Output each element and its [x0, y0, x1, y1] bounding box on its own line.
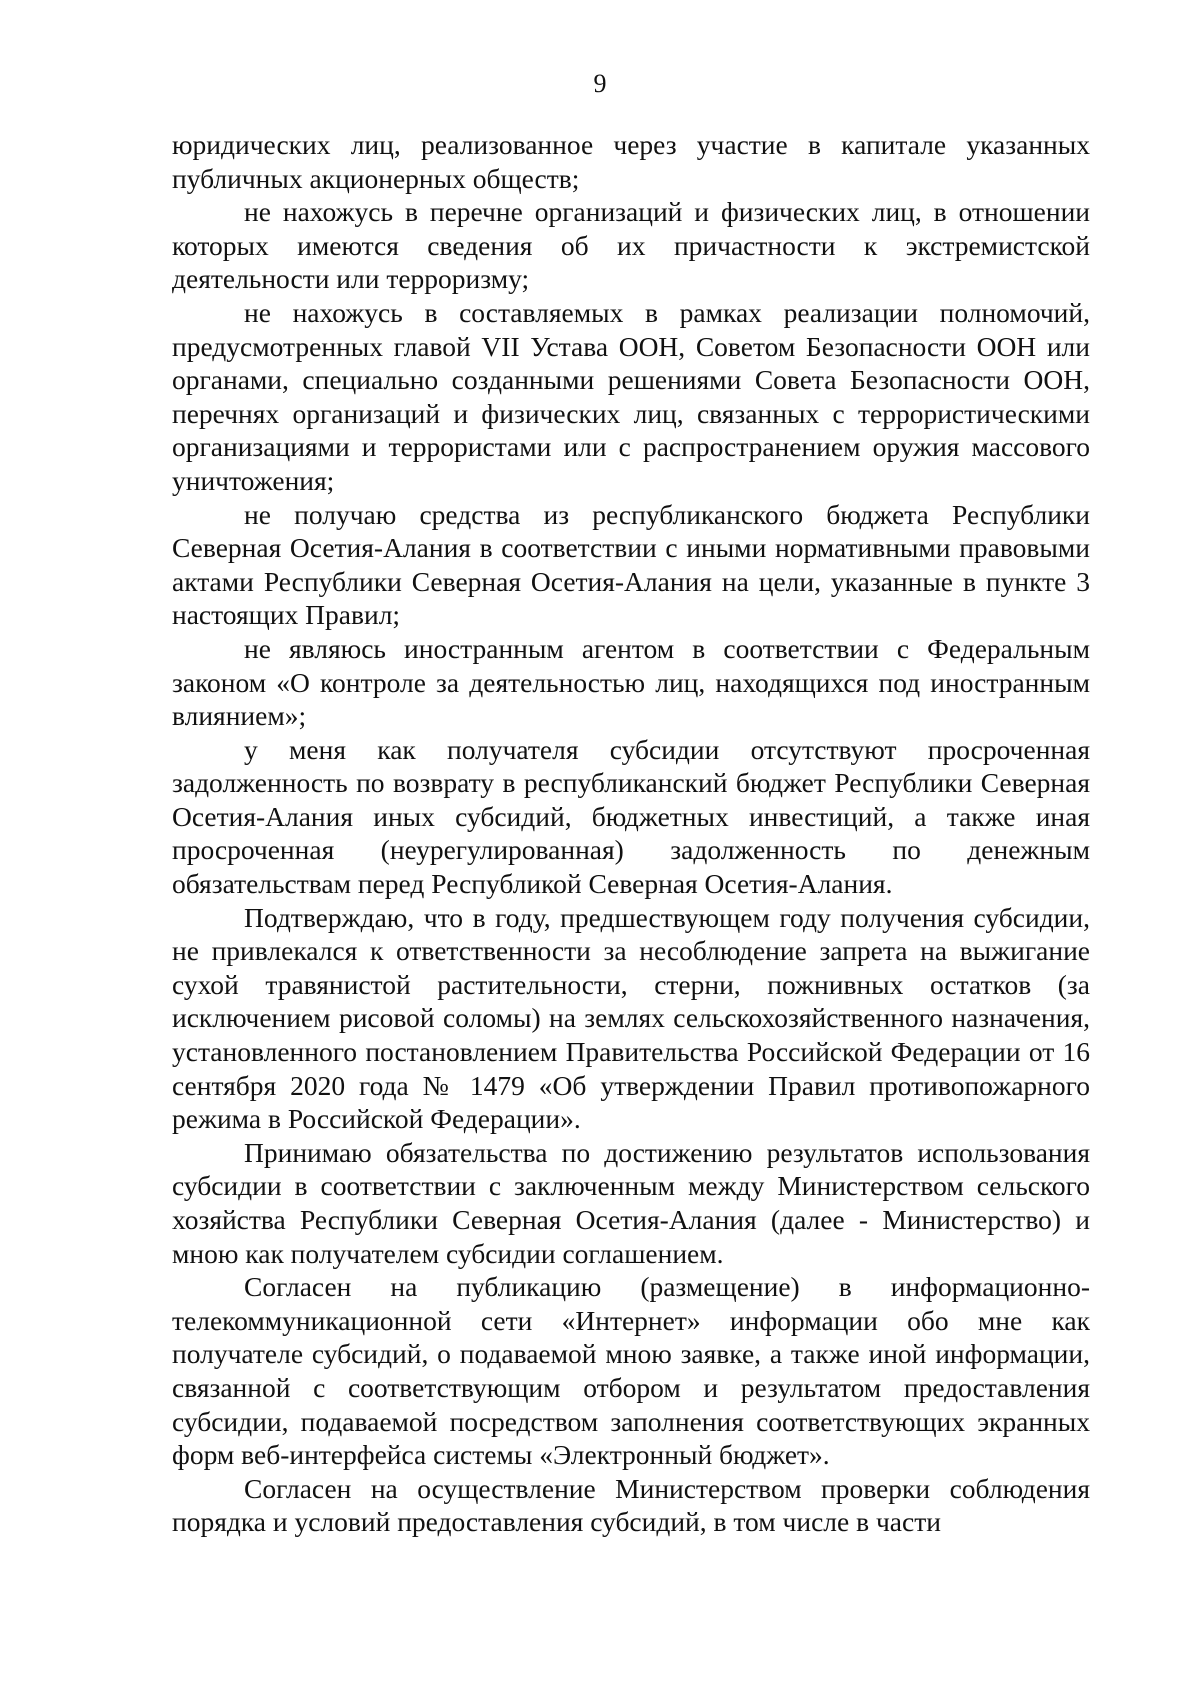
paragraph-result-obligations: Принимаю обязательства по достижению результатов использования субсидии в соответствии с заключенным между Министерством сельского хозяйства Республики Северная Осетия-Алания (далее - Министерство) и мною как получателем субсидии соглашением.: [172, 1136, 1090, 1269]
document-body: [172, 128, 1090, 1539]
paragraph-inspection-consent: Согласен на осуществление Министерством проверки соблюдения порядка и условий предоставления субсидий, в том числе в части: [172, 1472, 1090, 1538]
paragraph-no-overdue-debt: у меня как получателя субсидии отсутствуют просроченная задолженность по возврату в республиканский бюджет Республики Северная Осетия-Алания иных субсидий, бюджетных инвестиций, а также иная просроченная (неурегулированная) задолженность по денежным обязательствам перед Республикой Северная Осетия-Алания.: [172, 733, 1090, 900]
paragraph-burning-ban-confirmation: Подтверждаю, что в году, предшествующем году получения субсидии, не привлекался к ответственности за несоблюдение запрета на выжигание сухой травянистой растительности, стерни, пожнивных остатков (за исключением рисовой соломы) на землях сельскохозяйственного назначения, установленного постановлением Правительства Российской Федерации от 16 сентября 2020 года № 1479 «Об утверждении Правил противопожарного режима в Российской Федерации».: [172, 901, 1090, 1135]
paragraph-not-in-extremist-list: не нахожусь в перечне организаций и физических лиц, в отношении которых имеются сведения об их причастности к экстремистской деятельности или терроризму;: [172, 196, 1090, 295]
paragraph-publication-consent: Согласен на публикацию (размещение) в информационно-телекоммуникационной сети «Интернет» информации обо мне как получателе субсидий, о подаваемой мною заявке, а также иной информации, связанной с соответствующим отбором и результатом предоставления субсидии, подаваемой посредством заполнения соответствующих экранных форм веб-интерфейса системы «Электронный бюджет».: [172, 1271, 1090, 1471]
paragraph-not-foreign-agent: не являюсь иностранным агентом в соответствии с Федеральным законом «О контроле за деятельностью лиц, находящихся под иностранным влиянием»;: [172, 632, 1090, 732]
paragraph-not-in-un-lists: не нахожусь в составляемых в рамках реализации полномочий, предусмотренных главой VII Устава ООН, Советом Безопасности ООН или органами, специально созданными решениями Совета Безопасности ООН, перечнях организаций и физических лиц, связанных с террористическими организациями и террористами или с распространением оружия массового уничтожения;: [172, 296, 1090, 496]
paragraph-no-other-budget-funds: не получаю средства из республиканского бюджета Республики Северная Осетия-Алания в соответствии с иными нормативными правовыми актами Республики Северная Осетия-Алания на цели, указанные в пункте 3 настоящих Правил;: [172, 498, 1090, 631]
page-number: 9: [593, 69, 607, 98]
paragraph-continuation: юридических лиц, реализованное через участие в капитале указанных публичных акционерных обществ;: [172, 129, 1090, 194]
